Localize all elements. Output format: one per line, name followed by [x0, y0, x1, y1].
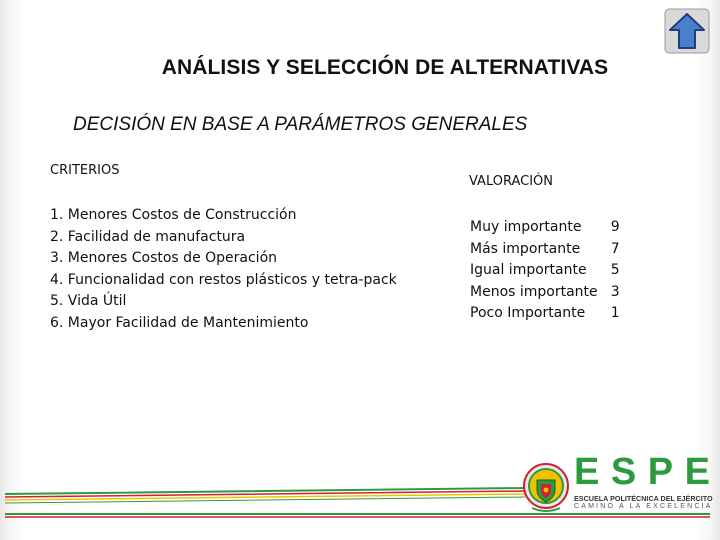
espe-emblem	[522, 460, 570, 516]
rating-value: 5	[610, 262, 620, 279]
rating-label: Menos importante	[470, 283, 598, 300]
rating-row	[470, 217, 620, 239]
rating-row	[470, 303, 620, 325]
institution-motto: CAMINO A LA EXCELENCIA	[574, 503, 713, 510]
slide-title: ANÁLISIS Y SELECCIÓN DE ALTERNATIVAS	[161, 56, 609, 79]
rating-label: Más importante	[470, 240, 581, 257]
criteria-item: 1. Menores Costos de Construcción	[50, 207, 297, 223]
up-arrow-icon[interactable]	[664, 8, 710, 54]
rating-table	[470, 217, 620, 325]
criteria-item: 3. Menores Costos de Operación	[50, 250, 278, 267]
rating-label: Poco Importante	[470, 305, 586, 322]
logo-letter: E	[684, 451, 710, 493]
rating-label: Muy importante	[470, 219, 582, 235]
logo-letter: E	[574, 451, 600, 493]
criteria-item: 4. Funcionalidad con restos plásticos y tetra-pack	[50, 271, 397, 288]
criteria-header: CRITERIOS	[50, 163, 120, 178]
rating-row	[470, 282, 620, 304]
rating-row	[470, 260, 620, 282]
logo-letter: S	[610, 451, 637, 493]
rating-row	[470, 239, 620, 261]
rating-value: 1	[610, 305, 620, 322]
logo-letter: P	[647, 451, 674, 493]
criteria-item: 5. Vida Útil	[50, 293, 127, 310]
slide-subtitle: DECISIÓN EN BASE A PARÁMETROS GENERALES	[73, 114, 528, 135]
criteria-item: 2. Facilidad de manufactura	[50, 228, 246, 245]
criteria-list	[50, 205, 397, 335]
criteria-item: 6. Mayor Facilidad de Mantenimiento	[50, 314, 309, 331]
rating-value: 3	[610, 283, 620, 300]
rating-label: Igual importante	[470, 262, 587, 279]
institution-name: ESCUELA POLITÉCNICA DEL EJÉRCITO	[574, 494, 713, 503]
espe-logo-text	[574, 451, 710, 494]
valoracion-header: VALORACIÓN	[469, 174, 554, 189]
rating-value: 7	[610, 240, 620, 257]
rating-value: 9	[610, 219, 620, 235]
